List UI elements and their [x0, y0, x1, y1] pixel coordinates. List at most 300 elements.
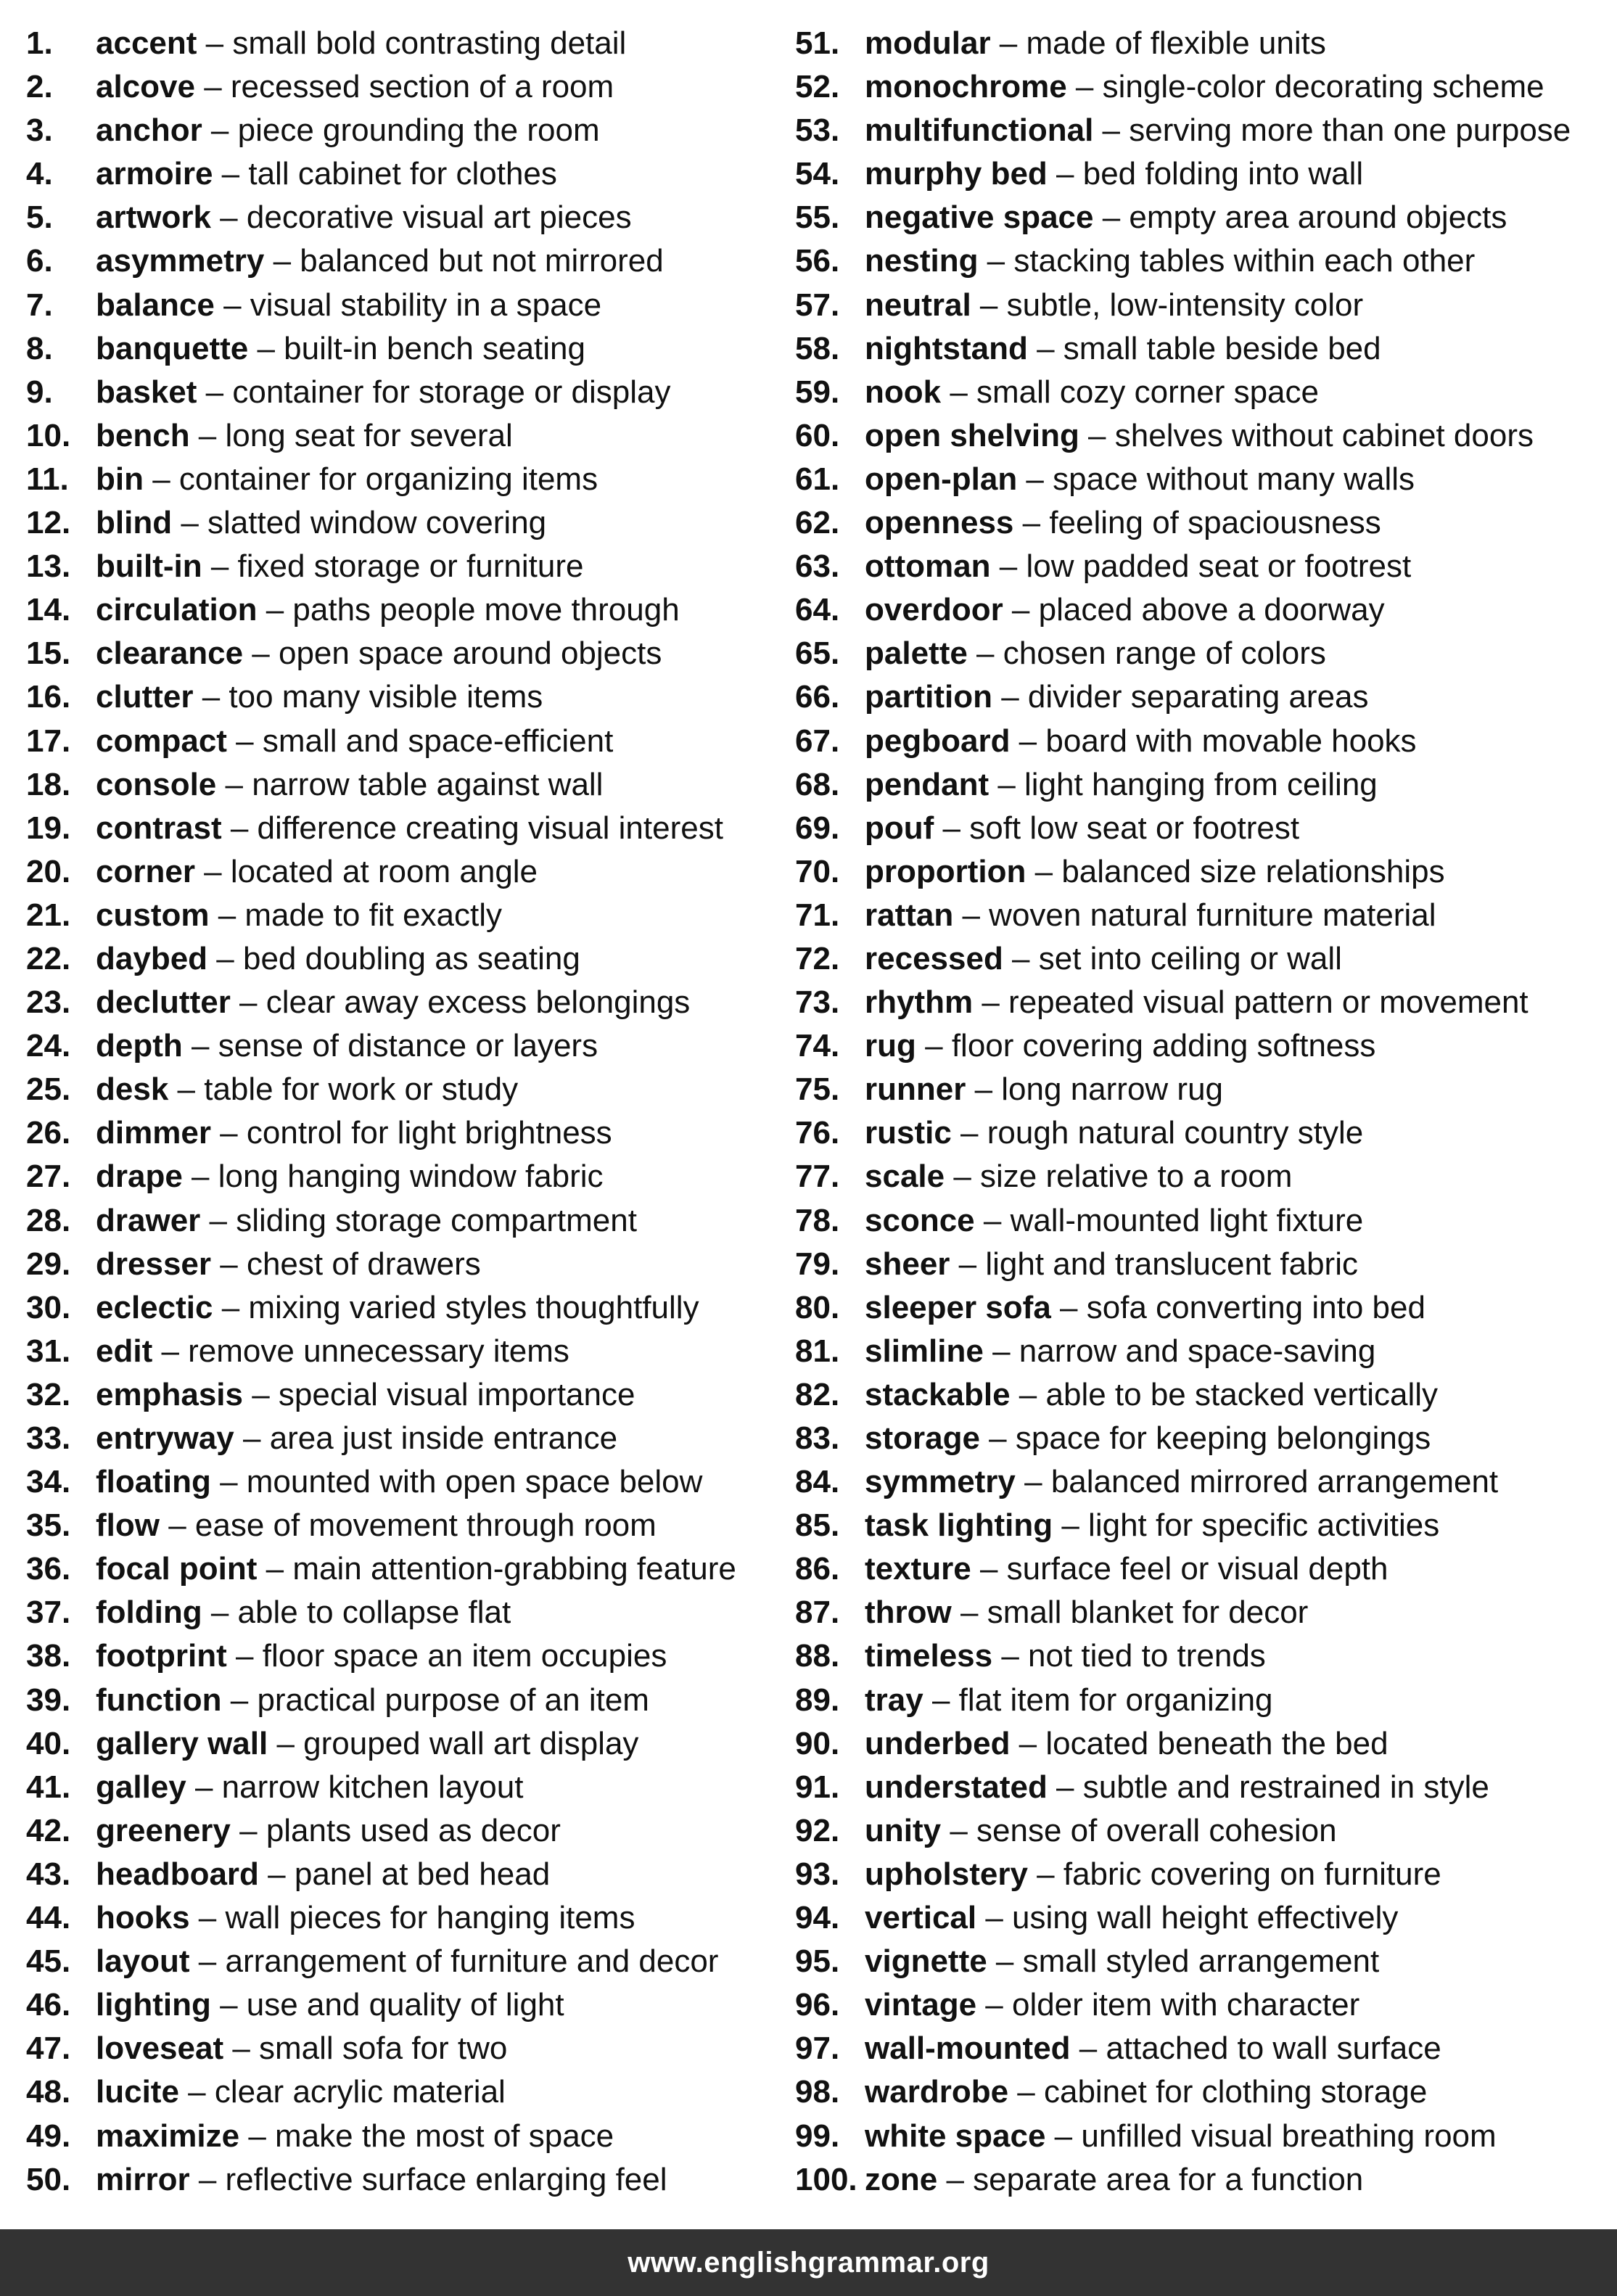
entry-definition: balanced mirrored arrangement: [1050, 1464, 1499, 1500]
entry-term: sconce: [865, 1202, 975, 1238]
entry-term: eclectic: [96, 1289, 213, 1325]
entry-number: 56.: [795, 243, 840, 279]
entry-definition: size relative to a room: [980, 1159, 1293, 1195]
entry-term: greenery: [96, 1812, 231, 1848]
entry-term: nesting: [865, 243, 979, 279]
entry-separator: –: [941, 374, 977, 410]
entry-definition: woven natural furniture material: [989, 897, 1436, 933]
entry-separator: –: [951, 1595, 987, 1631]
entry-term: compact: [96, 723, 227, 759]
entry-definition: unfilled visual breathing room: [1081, 2118, 1497, 2154]
vocabulary-entry: [795, 1809, 1608, 1853]
entry-definition: special visual importance: [278, 1376, 635, 1412]
entry-definition: recessed section of a room: [230, 69, 614, 105]
vocabulary-entry: [795, 152, 1608, 196]
entry-number: 35.: [26, 1507, 71, 1544]
entry-term: proportion: [865, 853, 1026, 889]
entry-separator: –: [159, 1507, 195, 1544]
vocabulary-entry: [795, 1679, 1608, 1722]
entry-number: 36.: [26, 1551, 71, 1587]
entry-separator: –: [221, 1682, 258, 1718]
entry-definition: long hanging window fabric: [218, 1159, 604, 1195]
entry-definition: set into ceiling or wall: [1038, 940, 1342, 976]
entry-number: 5.: [26, 199, 53, 236]
entry-separator: –: [214, 287, 250, 323]
entry-number: 17.: [26, 723, 71, 759]
entry-separator: –: [1027, 330, 1063, 366]
entry-number: 50.: [26, 2161, 71, 2197]
entry-separator: –: [207, 940, 243, 976]
vocabulary-entry: [795, 1286, 1608, 1330]
entry-separator: –: [976, 1900, 1013, 1936]
entry-definition: located beneath the bed: [1045, 1725, 1388, 1761]
vocabulary-entry: [26, 2158, 788, 2202]
entry-term: blind: [96, 505, 173, 541]
entry-separator: –: [194, 69, 231, 105]
vocabulary-entry: [26, 1634, 788, 1678]
vocabulary-entry: [795, 284, 1608, 327]
entry-term: wardrobe: [865, 2074, 1009, 2110]
footer-website-link[interactable]: www.englishgrammar.org: [628, 2246, 989, 2279]
entry-definition: sense of distance or layers: [218, 1028, 598, 1064]
entry-separator: –: [976, 1987, 1012, 2023]
entry-term: built-in: [96, 548, 202, 585]
entry-separator: –: [974, 1202, 1011, 1238]
vocabulary-entry: [795, 327, 1608, 371]
entry-number: 90.: [795, 1725, 840, 1761]
entry-definition: panel at bed head: [294, 1856, 551, 1892]
vocabulary-entry: [26, 414, 788, 458]
vocabulary-entry: [26, 632, 788, 675]
entry-number: 70.: [795, 853, 840, 889]
entry-term: slimline: [865, 1333, 984, 1369]
entry-term: understated: [865, 1769, 1048, 1805]
vocabulary-entry: [795, 763, 1608, 807]
entry-definition: visual stability in a space: [250, 287, 602, 323]
entry-number: 9.: [26, 374, 53, 410]
entry-definition: feeling of spaciousness: [1049, 505, 1381, 541]
entry-definition: ease of movement through room: [194, 1507, 657, 1544]
entry-number: 47.: [26, 2030, 71, 2067]
entry-definition: empty area around objects: [1129, 199, 1507, 236]
vocabulary-entry: [795, 2027, 1608, 2070]
entry-number: 49.: [26, 2118, 71, 2154]
entry-number: 37.: [26, 1595, 71, 1631]
entry-definition: sense of overall cohesion: [976, 1812, 1337, 1848]
entry-term: sleeper sofa: [865, 1289, 1051, 1325]
entry-separator: –: [983, 1333, 1019, 1369]
entry-separator: –: [210, 1464, 247, 1500]
entry-definition: board with movable hooks: [1045, 723, 1417, 759]
entry-number: 73.: [795, 984, 840, 1021]
vocabulary-entry: [795, 545, 1608, 588]
entry-definition: clear acrylic material: [214, 2074, 506, 2110]
entry-definition: small cozy corner space: [976, 374, 1319, 410]
vocabulary-entry: [795, 1111, 1608, 1155]
entry-term: pegboard: [865, 723, 1011, 759]
entry-definition: table for work or study: [204, 1071, 519, 1108]
entry-number: 63.: [795, 548, 840, 585]
entry-separator: –: [213, 1289, 249, 1325]
entry-separator: –: [966, 1071, 1002, 1108]
vocabulary-entry: [795, 894, 1608, 937]
entry-separator: –: [194, 853, 231, 889]
entry-definition: reflective surface enlarging feel: [225, 2161, 667, 2197]
entry-number: 67.: [795, 723, 840, 759]
entry-term: loveseat: [96, 2030, 224, 2067]
entry-separator: –: [257, 1551, 293, 1587]
entry-separator: –: [226, 723, 263, 759]
entry-number: 79.: [795, 1246, 840, 1282]
entry-term: monochrome: [865, 69, 1067, 105]
vocabulary-entry: [26, 152, 788, 196]
entry-definition: built-in bench seating: [284, 330, 585, 366]
entry-separator: –: [992, 1638, 1029, 1674]
entry-number: 78.: [795, 1202, 840, 1238]
entry-separator: –: [211, 1246, 247, 1282]
entry-separator: –: [182, 1028, 218, 1064]
entry-term: lighting: [96, 1987, 211, 2023]
entry-definition: small blanket for decor: [987, 1595, 1309, 1631]
vocabulary-entry: [795, 196, 1608, 239]
entry-separator: –: [239, 2118, 276, 2154]
entry-separator: –: [258, 1856, 295, 1892]
entry-term: basket: [96, 374, 197, 410]
entry-number: 62.: [795, 505, 840, 541]
entry-term: open shelving: [865, 417, 1079, 453]
entry-definition: chest of drawers: [246, 1246, 481, 1282]
entry-term: edit: [96, 1333, 153, 1369]
vocabulary-entry: [795, 1024, 1608, 1068]
entry-term: multifunctional: [865, 112, 1094, 149]
vocabulary-entry: [795, 501, 1608, 545]
vocabulary-entry: [795, 1983, 1608, 2027]
entry-definition: narrow and space-saving: [1019, 1333, 1376, 1369]
vocabulary-entry: [795, 1634, 1608, 1678]
entry-term: clearance: [96, 635, 244, 672]
entry-number: 15.: [26, 635, 71, 672]
vocabulary-entry: [795, 850, 1608, 894]
entry-separator: –: [210, 1987, 247, 2023]
entry-separator: –: [202, 548, 238, 585]
entry-term: unity: [865, 1812, 942, 1848]
entry-term: clutter: [96, 679, 194, 715]
entry-number: 30.: [26, 1289, 71, 1325]
entry-definition: wall pieces for hanging items: [225, 1900, 635, 1936]
entry-number: 75.: [795, 1071, 840, 1108]
footer-bar: [0, 2229, 1617, 2296]
entry-definition: located at room angle: [230, 853, 538, 889]
entry-number: 31.: [26, 1333, 71, 1369]
entry-separator: –: [951, 1115, 987, 1151]
entry-term: function: [96, 1682, 222, 1718]
entry-term: flow: [96, 1507, 160, 1544]
entry-separator: –: [923, 1682, 959, 1718]
vocabulary-entry: [26, 1330, 788, 1373]
entry-number: 74.: [795, 1028, 840, 1064]
entry-number: 60.: [795, 417, 840, 453]
entry-definition: using wall height effectively: [1012, 1900, 1399, 1936]
entry-number: 81.: [795, 1333, 840, 1369]
entry-separator: –: [226, 1638, 263, 1674]
entry-definition: balanced but not mirrored: [300, 243, 664, 279]
entry-number: 86.: [795, 1551, 840, 1587]
vocabulary-entry: [26, 1547, 788, 1591]
entry-term: asymmetry: [96, 243, 265, 279]
vocabulary-entry: [795, 1068, 1608, 1111]
entry-term: focal point: [96, 1551, 258, 1587]
entry-separator: –: [1010, 723, 1046, 759]
vocabulary-entry: [26, 1809, 788, 1853]
entry-number: 54.: [795, 156, 840, 192]
vocabulary-list: [0, 22, 1617, 2205]
entry-separator: –: [934, 810, 970, 846]
entry-number: 13.: [26, 548, 71, 585]
entry-definition: space without many walls: [1053, 461, 1415, 497]
entry-separator: –: [1053, 1507, 1089, 1544]
entry-separator: –: [973, 984, 1009, 1021]
entry-term: vignette: [865, 1943, 987, 1980]
vocabulary-entry: [26, 675, 788, 719]
entry-number: 58.: [795, 330, 840, 366]
entry-number: 18.: [26, 766, 71, 802]
entry-definition: divider separating areas: [1027, 679, 1369, 715]
entry-definition: small sofa for two: [259, 2030, 508, 2067]
entry-number: 99.: [795, 2118, 840, 2154]
entry-number: 52.: [795, 69, 840, 105]
vocabulary-entry: [26, 763, 788, 807]
vocabulary-entry: [795, 1547, 1608, 1591]
entry-definition: use and quality of light: [246, 1987, 564, 2023]
entry-definition: cabinet for clothing storage: [1043, 2074, 1428, 2110]
entry-number: 27.: [26, 1159, 71, 1195]
entry-number: 46.: [26, 1987, 71, 2023]
vocabulary-entry: [26, 1243, 788, 1286]
vocabulary-entry: [26, 2070, 788, 2114]
entry-term: nightstand: [865, 330, 1028, 366]
vocabulary-entry: [26, 1155, 788, 1198]
entry-term: task lighting: [865, 1507, 1053, 1544]
entry-term: headboard: [96, 1856, 259, 1892]
entry-separator: –: [197, 374, 233, 410]
entry-definition: repeated visual pattern or movement: [1008, 984, 1528, 1021]
entry-definition: remove unnecessary items: [188, 1333, 569, 1369]
vocabulary-entry: [26, 1504, 788, 1547]
entry-number: 87.: [795, 1595, 840, 1631]
entry-term: wall-mounted: [865, 2030, 1071, 2067]
vocabulary-entry: [795, 1373, 1608, 1417]
entry-definition: separate area for a function: [973, 2161, 1364, 2197]
entry-number: 45.: [26, 1943, 71, 1980]
entry-separator: –: [209, 897, 245, 933]
entry-number: 28.: [26, 1202, 71, 1238]
entry-separator: –: [1066, 69, 1103, 105]
entry-definition: paths people move through: [292, 592, 680, 628]
entry-definition: placed above a doorway: [1038, 592, 1385, 628]
entry-number: 68.: [795, 766, 840, 802]
vocabulary-entry: [26, 1199, 788, 1243]
entry-number: 66.: [795, 679, 840, 715]
entry-separator: –: [152, 1333, 189, 1369]
entry-number: 16.: [26, 679, 71, 715]
entry-definition: light for specific activities: [1088, 1507, 1440, 1544]
entry-term: artwork: [96, 199, 211, 236]
vocabulary-entry: [26, 1766, 788, 1809]
entry-term: lucite: [96, 2074, 179, 2110]
entry-term: scale: [865, 1159, 945, 1195]
entry-term: corner: [96, 853, 195, 889]
entry-separator: –: [193, 679, 229, 715]
entry-definition: small table beside bed: [1063, 330, 1381, 366]
entry-term: zone: [865, 2161, 938, 2197]
entry-definition: subtle, low-intensity color: [1006, 287, 1364, 323]
entry-separator: –: [1070, 2030, 1106, 2067]
entry-definition: area just inside entrance: [269, 1420, 618, 1456]
entry-separator: –: [953, 897, 989, 933]
vocabulary-entry: [26, 371, 788, 414]
entry-term: alcove: [96, 69, 195, 105]
vocabulary-entry: [26, 1983, 788, 2027]
entry-definition: subtle and restrained in style: [1082, 1769, 1489, 1805]
vocabulary-entry: [26, 284, 788, 327]
entry-definition: grouped wall art display: [303, 1725, 639, 1761]
entry-definition: practical purpose of an item: [257, 1682, 649, 1718]
vocabulary-entry: [795, 588, 1608, 632]
entry-definition: made of flexible units: [1026, 25, 1326, 61]
entry-number: 3.: [26, 112, 53, 149]
entry-separator: –: [1047, 1769, 1083, 1805]
entry-definition: floor covering adding softness: [951, 1028, 1376, 1064]
vocabulary-entry: [795, 720, 1608, 763]
entry-definition: container for storage or display: [232, 374, 671, 410]
entry-number: 80.: [795, 1289, 840, 1325]
entry-term: banquette: [96, 330, 249, 366]
vocabulary-entry: [26, 65, 788, 109]
entry-separator: –: [945, 1159, 981, 1195]
entry-definition: made to fit exactly: [244, 897, 503, 933]
entry-separator: –: [1008, 2074, 1044, 2110]
entry-number: 1.: [26, 25, 53, 61]
entry-definition: older item with character: [1011, 1987, 1360, 2023]
entry-number: 84.: [795, 1464, 840, 1500]
entry-term: console: [96, 766, 217, 802]
entry-separator: –: [1003, 592, 1039, 628]
entry-term: bench: [96, 417, 190, 453]
entry-definition: shelves without cabinet doors: [1114, 417, 1534, 453]
vocabulary-entry: [26, 1591, 788, 1634]
entry-term: nook: [865, 374, 942, 410]
entry-definition: attached to wall surface: [1106, 2030, 1441, 2067]
entry-definition: plants used as decor: [266, 1812, 561, 1848]
entry-definition: difference creating visual interest: [257, 810, 723, 846]
entry-term: palette: [865, 635, 968, 672]
entry-term: dresser: [96, 1246, 212, 1282]
entry-separator: –: [1013, 505, 1050, 541]
entry-separator: –: [989, 766, 1025, 802]
vocabulary-entry: [795, 2158, 1608, 2202]
entry-definition: decorative visual art pieces: [246, 199, 632, 236]
entry-separator: –: [186, 1769, 222, 1805]
entry-definition: narrow table against wall: [252, 766, 604, 802]
entry-term: pouf: [865, 810, 934, 846]
entry-term: contrast: [96, 810, 222, 846]
entry-number: 61.: [795, 461, 840, 497]
entry-definition: balanced size relationships: [1061, 853, 1445, 889]
vocabulary-entry: [26, 1460, 788, 1504]
entry-number: 26.: [26, 1115, 71, 1151]
vocabulary-entry: [26, 1940, 788, 1983]
entry-definition: fabric covering on furniture: [1063, 1856, 1441, 1892]
entry-term: throw: [865, 1595, 952, 1631]
entry-separator: –: [243, 635, 279, 672]
entry-number: 43.: [26, 1856, 71, 1892]
entry-definition: mounted with open space below: [246, 1464, 703, 1500]
entry-definition: bed folding into wall: [1082, 156, 1364, 192]
entry-definition: piece grounding the room: [237, 112, 600, 149]
entry-term: layout: [96, 1943, 190, 1980]
entry-number: 22.: [26, 940, 71, 976]
entry-number: 32.: [26, 1376, 71, 1412]
entry-term: gallery wall: [96, 1725, 268, 1761]
entry-term: armoire: [96, 156, 213, 192]
entry-definition: sofa converting into bed: [1086, 1289, 1425, 1325]
entry-term: bin: [96, 461, 144, 497]
entry-number: 42.: [26, 1812, 71, 1848]
vocabulary-entry: [26, 1373, 788, 1417]
vocabulary-entry: [26, 2027, 788, 2070]
entry-definition: single-color decorating scheme: [1102, 69, 1544, 105]
vocabulary-entry: [795, 109, 1608, 152]
entry-definition: long narrow rug: [1001, 1071, 1224, 1108]
entry-number: 25.: [26, 1071, 71, 1108]
entry-number: 76.: [795, 1115, 840, 1151]
entry-term: folding: [96, 1595, 202, 1631]
entry-separator: –: [967, 635, 1003, 672]
entry-number: 93.: [795, 1856, 840, 1892]
entry-term: upholstery: [865, 1856, 1028, 1892]
vocabulary-entry: [795, 458, 1608, 501]
entry-number: 39.: [26, 1682, 71, 1718]
entry-term: pendant: [865, 766, 989, 802]
entry-term: desk: [96, 1071, 169, 1108]
entry-separator: –: [950, 1246, 986, 1282]
entry-term: overdoor: [865, 592, 1003, 628]
entry-separator: –: [202, 1595, 238, 1631]
entry-term: entryway: [96, 1420, 234, 1456]
entry-term: mirror: [96, 2161, 190, 2197]
vocabulary-entry: [26, 588, 788, 632]
entry-number: 83.: [795, 1420, 840, 1456]
entry-term: galley: [96, 1769, 186, 1805]
vocabulary-entry: [26, 1024, 788, 1068]
entry-definition: tall cabinet for clothes: [248, 156, 557, 192]
vocabulary-entry: [26, 1417, 788, 1460]
entry-term: recessed: [865, 940, 1003, 976]
entry-separator: –: [1079, 417, 1115, 453]
entry-number: 33.: [26, 1420, 71, 1456]
entry-number: 55.: [795, 199, 840, 236]
entry-definition: small bold contrasting detail: [232, 25, 627, 61]
entry-number: 72.: [795, 940, 840, 976]
entry-number: 41.: [26, 1769, 71, 1805]
entry-separator: –: [1093, 112, 1130, 149]
entry-term: storage: [865, 1420, 980, 1456]
entry-number: 19.: [26, 810, 71, 846]
vocabulary-entry: [26, 545, 788, 588]
entry-number: 77.: [795, 1159, 840, 1195]
vocabulary-entry: [795, 1722, 1608, 1766]
entry-separator: –: [242, 1376, 279, 1412]
